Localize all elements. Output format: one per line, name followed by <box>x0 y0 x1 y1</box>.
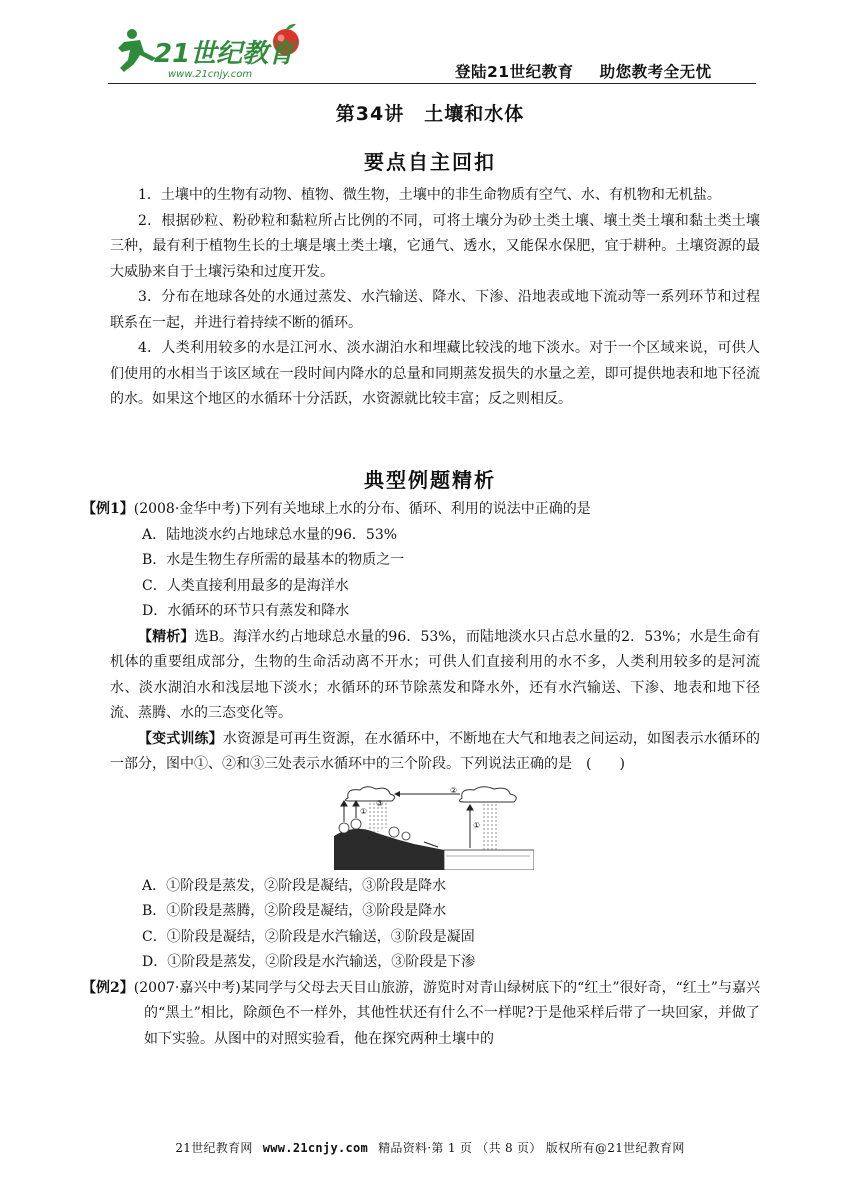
key-point-paragraph: 1．土壤中的生物有动物、植物、微生物，土壤中的非生命物质有空气、水、有机物和无机盐。 <box>138 187 721 203</box>
header-slogan <box>455 60 755 82</box>
slogan-right: 助您教考全无忧 <box>599 63 712 81</box>
site-logo <box>110 22 310 82</box>
variant-tag: 【变式训练】 <box>138 730 223 747</box>
example-2-stem: (2007·嘉兴中考)某同学与父母去天目山旅游，游览时对青山绿树底下的“红土”很好奇，“红土”与嘉兴的“黑土”相比，除颜色不一样外，其他性状还有什么不一样呢?于是他采样后带了一块回家，并做了如下实验。从图中的对照实验看，他在探究两种土壤中的 <box>133 979 760 1047</box>
section-heading-examples: 典型例题精析 <box>364 468 496 492</box>
footer-right: 精品资料·第 1 页 （共 8 页） 版权所有@21世纪教育网 <box>378 1141 685 1155</box>
footer-left: 21世纪教育网 <box>175 1141 253 1155</box>
analysis-text: 选B。海洋水约占地球总水量的96．53%，而陆地淡水只占总水量的2．53%；水是生命有机体的重要组成部分，生物的生命活动离不开水；可供人们直接利用的水不多，人类利用较多的是河流水、淡水湖泊水和浅层地下淡水；水循环的环节除蒸发和降水外，还有水汽输送、下渗、地表和地下径流、蒸腾、水的三态变化等。 <box>110 628 761 721</box>
variant-stem: 水资源是可再生资源，在水循环中，不断地在大气和地表之间运动，如图表示水循环的一部分，图中①、②和③三处表示水循环中的三个阶段。下列说法正确的是 ( ) <box>110 730 761 772</box>
sea-water <box>444 850 534 870</box>
variant-question <box>110 727 760 778</box>
slogan-left: 登陆21世纪教育 <box>455 63 574 81</box>
option-c: C．人类直接利用最多的是海洋水 <box>142 577 349 594</box>
page-footer <box>0 1139 860 1156</box>
variant-option-a: A．①阶段是蒸发，②阶段是凝结，③阶段是降水 <box>142 877 447 894</box>
label-2: ② <box>450 785 458 795</box>
example-2-tag: 【例2】 <box>82 979 134 996</box>
example-1-analysis <box>110 625 760 727</box>
analysis-tag: 【精析】 <box>138 628 195 645</box>
key-point-paragraph: 4．人类利用较多的水是江河水、淡水湖泊水和埋藏比较浅的地下淡水。对于一个区域来说，可供人们使用的水相当于该区域在一段时间内降水的总量和同期蒸发损失的水量之差，即可提供地表和地下径流的水。如果这个地区的水循环十分活跃，水资源就比较丰富；反之则相反。 <box>110 340 760 407</box>
option-a: A．陆地淡水约占地球总水量的96．53% <box>142 526 398 543</box>
land-slope <box>334 828 444 869</box>
variant-option-c: C．①阶段是凝结，②阶段是水汽输送，③阶段是凝固 <box>142 928 475 945</box>
footer-site-link[interactable]: www.21cnjy.com <box>262 1141 369 1155</box>
cloud-right-icon <box>459 786 516 801</box>
example-1-stem: (2008·金华中考)下列有关地球上水的分布、循环、利用的说法中正确的是 <box>133 501 591 517</box>
variant-option-b: B．①阶段是蒸腾，②阶段是凝结，③阶段是降水 <box>142 903 447 919</box>
variant-option-d: D．①阶段是蒸发，②阶段是水汽输送，③阶段是下渗 <box>142 954 476 970</box>
label-1-left: ① <box>360 806 368 816</box>
runner-icon <box>118 29 156 72</box>
option-d: D．水循环的环节只有蒸发和降水 <box>142 603 350 619</box>
label-3: ③ <box>376 798 384 808</box>
header-divider <box>108 83 756 84</box>
key-point-paragraph: 3．分布在地球各处的水通过蒸发、水汽输送、降水、下渗、沿地表或地下流动等一系列环节和过程联系在一起，并进行着持续不断的循环。 <box>110 289 760 331</box>
key-points-section <box>110 183 760 413</box>
lecture-title: 第34讲 土壤和水体 <box>335 103 525 125</box>
logo-url: www.21cnjy.com <box>168 69 253 80</box>
examples-section <box>82 497 761 1052</box>
option-b: B．水是生物生存所需的最基本的物质之一 <box>142 552 405 568</box>
example-2-question <box>82 976 760 1053</box>
logo-wordmark: 21世纪教育 <box>154 39 295 69</box>
example-1-question <box>82 497 760 523</box>
water-cycle-diagram <box>334 784 534 870</box>
key-point-paragraph: 2．根据砂粒、粉砂粒和黏粒所占比例的不同，可将土壤分为砂土类土壤、壤土类土壤和黏土类土壤三种，最有利于植物生长的土壤是壤土类土壤，它通气、透水，又能保水保肥，宜于耕种。土壤资源的最大威胁来自于土壤污染和过度开发。 <box>110 212 760 280</box>
rain-right-icon <box>484 804 496 852</box>
example-1-tag: 【例1】 <box>82 501 134 517</box>
label-1-right: ① <box>473 820 481 830</box>
cloud-left-icon <box>345 786 394 800</box>
section-heading-key-points: 要点自主回扣 <box>364 150 496 174</box>
